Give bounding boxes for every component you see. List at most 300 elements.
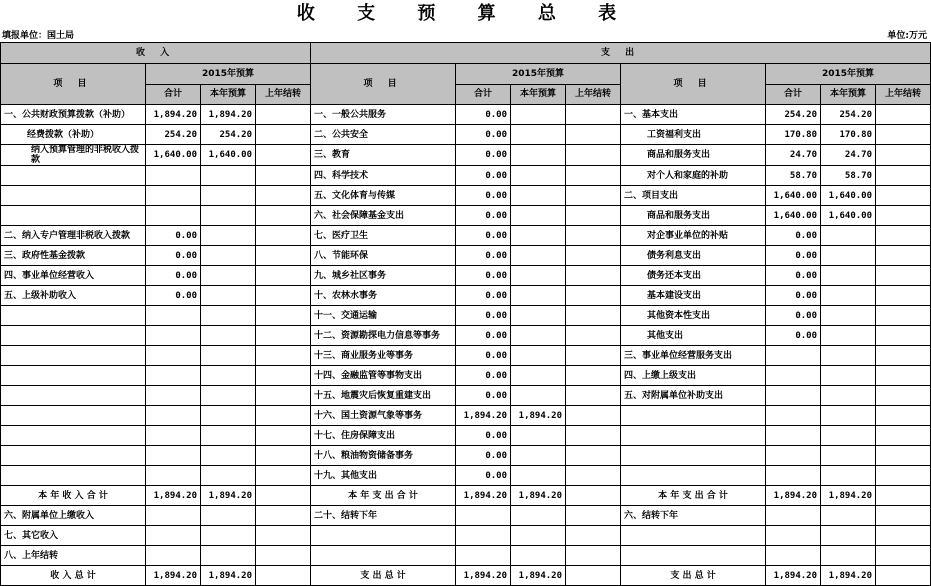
- table-row: [1, 346, 931, 366]
- income-carryover-header: 上年结转: [256, 84, 311, 105]
- expense-total-2: 1,640.00: [766, 206, 821, 226]
- expense-total-2: 0.00: [766, 306, 821, 326]
- expense-carryover: [566, 206, 621, 226]
- expense-current: [511, 506, 566, 526]
- income-total: [146, 166, 201, 186]
- expense-carryover: [566, 266, 621, 286]
- expense-item: 十六、国土资源气象等事务: [311, 406, 456, 426]
- expense-total: 0.00: [456, 366, 511, 386]
- expense-carryover-value: [566, 566, 621, 586]
- expense-carryover: [566, 166, 621, 186]
- income-carryover: [256, 526, 311, 546]
- income-item: [1, 186, 146, 206]
- expense-total: 0.00: [456, 166, 511, 186]
- income-carryover: [256, 266, 311, 286]
- expense-carryover: [566, 386, 621, 406]
- expense-total-label: 支 出 总 计: [311, 566, 456, 586]
- expense-current-2: [821, 546, 876, 566]
- expense-total-2: 170.80: [766, 125, 821, 145]
- income-total: 0.00: [146, 266, 201, 286]
- expense-item: 四、科学技术: [311, 166, 456, 186]
- table-row: [1, 246, 931, 266]
- income-item: [1, 166, 146, 186]
- income-total-value: 1,894.20: [146, 566, 201, 586]
- expense-carryover-value-2: [876, 566, 931, 586]
- expense-total: 0.00: [456, 466, 511, 486]
- expense-total: 0.00: [456, 446, 511, 466]
- expense-carryover-value-2: [876, 486, 931, 506]
- income-carryover: [256, 105, 311, 125]
- expense-current: [511, 246, 566, 266]
- expense-current: 1,894.20: [511, 406, 566, 426]
- table-row: [1, 105, 931, 125]
- income-item: [1, 326, 146, 346]
- budget-table: [0, 42, 931, 586]
- expense-carryover-2: [876, 105, 931, 125]
- expense-total-2: 24.70: [766, 145, 821, 166]
- expense-total: 0.00: [456, 105, 511, 125]
- income-item: 二、纳入专户管理非税收入拨款: [1, 226, 146, 246]
- income-total: 1,640.00: [146, 145, 201, 166]
- income-total: 0.00: [146, 246, 201, 266]
- expense-carryover-2: [876, 306, 931, 326]
- income-current: [201, 266, 256, 286]
- expense-total: 0.00: [456, 426, 511, 446]
- expense-item: 二、公共安全: [311, 125, 456, 145]
- income-current: [201, 366, 256, 386]
- income-carryover: [256, 426, 311, 446]
- expense-current-header-2: 本年预算: [821, 84, 876, 105]
- income-total: 254.20: [146, 125, 201, 145]
- income-total: 0.00: [146, 226, 201, 246]
- expense-current-2: [821, 366, 876, 386]
- income-current: [201, 466, 256, 486]
- expense-item: 五、文化体育与传媒: [311, 186, 456, 206]
- income-item: 七、其它收入: [1, 526, 146, 546]
- income-total: [146, 406, 201, 426]
- expense-total-label: 本 年 支 出 合 计: [311, 486, 456, 506]
- expense-total: 0.00: [456, 386, 511, 406]
- expense-item-2: [621, 406, 766, 426]
- table-row: [1, 406, 931, 426]
- expense-carryover-2: [876, 226, 931, 246]
- expense-current: [511, 266, 566, 286]
- income-current: [201, 326, 256, 346]
- expense-total-2: [766, 346, 821, 366]
- expense-carryover: [566, 406, 621, 426]
- expense-current: [511, 186, 566, 206]
- expense-carryover-2: [876, 166, 931, 186]
- expense-carryover: [566, 506, 621, 526]
- income-total: 1,894.20: [146, 105, 201, 125]
- income-item: 经费拨款（补助）: [1, 125, 146, 145]
- table-row: [1, 125, 931, 145]
- income-current: 1,894.20: [201, 105, 256, 125]
- expense-current-2: [821, 506, 876, 526]
- expense-item: 十一、交通运输: [311, 306, 456, 326]
- expense-year-header-2: 2015年预算: [766, 64, 931, 85]
- expense-carryover-2: [876, 446, 931, 466]
- expense-current: [511, 105, 566, 125]
- expense-total-value-2: 1,894.20: [766, 566, 821, 586]
- expense-item-2: 基本建设支出: [621, 286, 766, 306]
- income-year-header: 2015年预算: [146, 64, 311, 85]
- table-row: [1, 306, 931, 326]
- expense-total-2: 0.00: [766, 246, 821, 266]
- expense-item-2: 对企事业单位的补贴: [621, 226, 766, 246]
- expense-total: 0.00: [456, 186, 511, 206]
- expense-carryover-2: [876, 366, 931, 386]
- income-item: 六、附属单位上缴收入: [1, 506, 146, 526]
- expense-total: 1,894.20: [456, 406, 511, 426]
- expense-total-2: 254.20: [766, 105, 821, 125]
- income-carryover: [256, 346, 311, 366]
- expense-total-2: 1,640.00: [766, 186, 821, 206]
- table-row: [1, 546, 931, 566]
- table-row: [1, 266, 931, 286]
- income-total: [146, 206, 201, 226]
- expense-current-2: 24.70: [821, 145, 876, 166]
- table-row: [1, 506, 931, 526]
- expense-carryover-2: [876, 346, 931, 366]
- expense-current-value: 1,894.20: [511, 566, 566, 586]
- income-current: [201, 446, 256, 466]
- income-carryover: [256, 186, 311, 206]
- income-current: [201, 346, 256, 366]
- expense-carryover: [566, 246, 621, 266]
- expense-carryover: [566, 105, 621, 125]
- expense-year-header: 2015年预算: [456, 64, 621, 85]
- income-current: [201, 546, 256, 566]
- income-carryover-value: [256, 566, 311, 586]
- expense-item: [311, 546, 456, 566]
- expense-current: [511, 286, 566, 306]
- expense-total-value: 1,894.20: [456, 486, 511, 506]
- expense-current: [511, 306, 566, 326]
- income-current: [201, 166, 256, 186]
- expense-total-2: [766, 526, 821, 546]
- expense-carryover-2: [876, 246, 931, 266]
- expense-total-label-2: 支 出 总 计: [621, 566, 766, 586]
- expense-current-2: [821, 526, 876, 546]
- expense-total-2: [766, 386, 821, 406]
- income-current: [201, 286, 256, 306]
- column-header-row: [1, 64, 931, 85]
- expense-item: 十二、资源勘探电力信息等事务: [311, 326, 456, 346]
- income-item: 纳入预算管理的非税收入拨款: [1, 145, 146, 166]
- expense-item-2: [621, 546, 766, 566]
- expense-carryover: [566, 326, 621, 346]
- expense-carryover-2: [876, 506, 931, 526]
- expense-current: [511, 326, 566, 346]
- income-section-header: 收 入: [1, 43, 311, 64]
- expense-item: 九、城乡社区事务: [311, 266, 456, 286]
- income-total: [146, 426, 201, 446]
- income-item: 三、政府性基金拨款: [1, 246, 146, 266]
- expense-item: 六、社会保障基金支出: [311, 206, 456, 226]
- expense-carryover-2: [876, 125, 931, 145]
- table-row: [1, 226, 931, 246]
- expense-current: [511, 426, 566, 446]
- expense-carryover: [566, 346, 621, 366]
- income-carryover: [256, 166, 311, 186]
- expense-current-2: [821, 466, 876, 486]
- expense-item: 一、一般公共服务: [311, 105, 456, 125]
- expense-total-2: [766, 426, 821, 446]
- income-total: 0.00: [146, 286, 201, 306]
- expense-current-2: [821, 426, 876, 446]
- expense-carryover-value: [566, 486, 621, 506]
- expense-carryover: [566, 125, 621, 145]
- income-carryover: [256, 386, 311, 406]
- expense-total-2: 0.00: [766, 226, 821, 246]
- expense-carryover: [566, 226, 621, 246]
- expense-current: [511, 446, 566, 466]
- expense-item: 十七、住房保障支出: [311, 426, 456, 446]
- expense-carryover-2: [876, 145, 931, 166]
- expense-item: 二十、结转下年: [311, 506, 456, 526]
- income-item: [1, 206, 146, 226]
- expense-carryover-2: [876, 406, 931, 426]
- expense-current-2: [821, 306, 876, 326]
- expense-total-label-2: 本 年 支 出 合 计: [621, 486, 766, 506]
- expense-current-2: 170.80: [821, 125, 876, 145]
- expense-current-2: [821, 406, 876, 426]
- expense-item-2: 六、结转下年: [621, 506, 766, 526]
- expense-carryover: [566, 526, 621, 546]
- income-total: [146, 526, 201, 546]
- expense-current-2: [821, 386, 876, 406]
- table-row: [1, 366, 931, 386]
- expense-item-2: 一、基本支出: [621, 105, 766, 125]
- income-current-value: 1,894.20: [201, 486, 256, 506]
- income-current: [201, 206, 256, 226]
- expense-item-2: [621, 426, 766, 446]
- expense-total-2: 0.00: [766, 286, 821, 306]
- income-total: [146, 386, 201, 406]
- expense-current: [511, 145, 566, 166]
- income-item: 八、上年结转: [1, 546, 146, 566]
- income-carryover: [256, 466, 311, 486]
- income-current: [201, 186, 256, 206]
- expense-item-2: 债务利息支出: [621, 246, 766, 266]
- income-total: [146, 306, 201, 326]
- expense-total-value: 1,894.20: [456, 566, 511, 586]
- income-carryover: [256, 406, 311, 426]
- expense-item-2: [621, 526, 766, 546]
- expense-total: [456, 526, 511, 546]
- expense-total-2: [766, 466, 821, 486]
- expense-carryover: [566, 145, 621, 166]
- expense-total-2: [766, 406, 821, 426]
- expense-total: [456, 506, 511, 526]
- expense-carryover: [566, 286, 621, 306]
- income-carryover: [256, 546, 311, 566]
- expense-item: 三、教育: [311, 145, 456, 166]
- expense-total-2: [766, 546, 821, 566]
- expense-carryover-header-2: 上年结转: [876, 84, 931, 105]
- table-row: [1, 526, 931, 546]
- year-total-row: [1, 486, 931, 506]
- section-header-row: [1, 43, 931, 64]
- table-row: [1, 326, 931, 346]
- expense-item: [311, 526, 456, 546]
- table-row: [1, 286, 931, 306]
- expense-current-2: 1,640.00: [821, 206, 876, 226]
- income-total-label: 收 入 总 计: [1, 566, 146, 586]
- expense-current-2: [821, 246, 876, 266]
- table-row: [1, 446, 931, 466]
- expense-carryover: [566, 426, 621, 446]
- expense-item-header: 项 目: [311, 64, 456, 105]
- income-item: [1, 386, 146, 406]
- expense-carryover-2: [876, 286, 931, 306]
- expense-item-2: 四、上缴上级支出: [621, 366, 766, 386]
- income-carryover: [256, 286, 311, 306]
- income-carryover: [256, 326, 311, 346]
- income-carryover: [256, 125, 311, 145]
- expense-current-2: [821, 286, 876, 306]
- expense-total-2: 0.00: [766, 266, 821, 286]
- expense-current-2: [821, 326, 876, 346]
- expense-total-2: 0.00: [766, 326, 821, 346]
- income-item: 五、上级补助收入: [1, 286, 146, 306]
- expense-item-2: 二、项目支出: [621, 186, 766, 206]
- income-carryover: [256, 366, 311, 386]
- expense-total-2: [766, 506, 821, 526]
- expense-item: 十九、其他支出: [311, 466, 456, 486]
- expense-total: 0.00: [456, 226, 511, 246]
- expense-item-2: 工资福利支出: [621, 125, 766, 145]
- expense-carryover-2: [876, 386, 931, 406]
- income-item: [1, 446, 146, 466]
- expense-current-2: [821, 266, 876, 286]
- expense-carryover: [566, 366, 621, 386]
- expense-current-2: [821, 346, 876, 366]
- income-current: [201, 426, 256, 446]
- expense-carryover: [566, 466, 621, 486]
- income-current: [201, 226, 256, 246]
- expense-current-header: 本年预算: [511, 84, 566, 105]
- expense-current: [511, 546, 566, 566]
- income-item: [1, 366, 146, 386]
- expense-total-2: 58.70: [766, 166, 821, 186]
- expense-carryover-2: [876, 266, 931, 286]
- page-title: 收 支 预 算 总 表: [296, 3, 635, 24]
- income-total: [146, 366, 201, 386]
- income-item: 四、事业单位经营收入: [1, 266, 146, 286]
- expense-item-2: 商品和服务支出: [621, 145, 766, 166]
- expense-carryover-2: [876, 546, 931, 566]
- income-current-header: 本年预算: [201, 84, 256, 105]
- expense-total: 0.00: [456, 286, 511, 306]
- income-total: [146, 446, 201, 466]
- expense-carryover: [566, 446, 621, 466]
- table-row: [1, 466, 931, 486]
- expense-total-2: [766, 446, 821, 466]
- expense-item-2: 其他资本性支出: [621, 306, 766, 326]
- expense-current: [511, 366, 566, 386]
- expense-total: [456, 546, 511, 566]
- expense-total: 0.00: [456, 326, 511, 346]
- expense-current-2: [821, 226, 876, 246]
- income-item-header: 项 目: [1, 64, 146, 105]
- income-carryover-value: [256, 486, 311, 506]
- expense-total-value-2: 1,894.20: [766, 486, 821, 506]
- income-carryover: [256, 206, 311, 226]
- expense-current-2: 254.20: [821, 105, 876, 125]
- expense-item-2: 债务还本支出: [621, 266, 766, 286]
- expense-item-2: 商品和服务支出: [621, 206, 766, 226]
- expense-item: 七、医疗卫生: [311, 226, 456, 246]
- expense-carryover-header: 上年结转: [566, 84, 621, 105]
- income-current: [201, 506, 256, 526]
- income-current: [201, 306, 256, 326]
- expense-carryover-2: [876, 326, 931, 346]
- expense-total: 0.00: [456, 125, 511, 145]
- income-total: [146, 506, 201, 526]
- expense-current: [511, 526, 566, 546]
- expense-total: 0.00: [456, 266, 511, 286]
- grand-total-row: [1, 566, 931, 586]
- expense-current-value-2: 1,894.20: [821, 566, 876, 586]
- expense-current: [511, 386, 566, 406]
- table-row: [1, 186, 931, 206]
- expense-carryover-2: [876, 186, 931, 206]
- reporting-unit: 填报单位：国土局: [2, 31, 75, 41]
- income-current: 1,640.00: [201, 145, 256, 166]
- expense-item: 十八、粮油物资储备事务: [311, 446, 456, 466]
- expense-total-header: 合计: [456, 84, 511, 105]
- expense-item-header-2: 项 目: [621, 64, 766, 105]
- table-row: [1, 166, 931, 186]
- expense-current: [511, 166, 566, 186]
- expense-current-2: [821, 446, 876, 466]
- income-total: [146, 546, 201, 566]
- table-row: [1, 426, 931, 446]
- income-carryover: [256, 306, 311, 326]
- expense-total-2: [766, 366, 821, 386]
- expense-item: 十五、地震灾后恢复重建支出: [311, 386, 456, 406]
- expense-total: 0.00: [456, 246, 511, 266]
- income-item: [1, 306, 146, 326]
- expense-current-2: 1,640.00: [821, 186, 876, 206]
- income-carryover: [256, 246, 311, 266]
- income-carryover: [256, 446, 311, 466]
- expense-section-header: 支 出: [311, 43, 931, 64]
- expense-total-header-2: 合计: [766, 84, 821, 105]
- income-total-label: 本 年 收 入 合 计: [1, 486, 146, 506]
- expense-total: 0.00: [456, 346, 511, 366]
- income-total: [146, 186, 201, 206]
- expense-total: 0.00: [456, 206, 511, 226]
- expense-item: 十三、商业服务业等事务: [311, 346, 456, 366]
- income-carryover: [256, 145, 311, 166]
- expense-carryover: [566, 186, 621, 206]
- income-current: [201, 386, 256, 406]
- expense-carryover-2: [876, 426, 931, 446]
- expense-item: 十、农林水事务: [311, 286, 456, 306]
- expense-item-2: 其他支出: [621, 326, 766, 346]
- expense-current: [511, 125, 566, 145]
- income-current: [201, 246, 256, 266]
- expense-carryover-2: [876, 206, 931, 226]
- expense-carryover-2: [876, 526, 931, 546]
- expense-item-2: 三、事业单位经营服务支出: [621, 346, 766, 366]
- expense-current-2: 58.70: [821, 166, 876, 186]
- income-item: [1, 426, 146, 446]
- expense-item-2: 对个人和家庭的补助: [621, 166, 766, 186]
